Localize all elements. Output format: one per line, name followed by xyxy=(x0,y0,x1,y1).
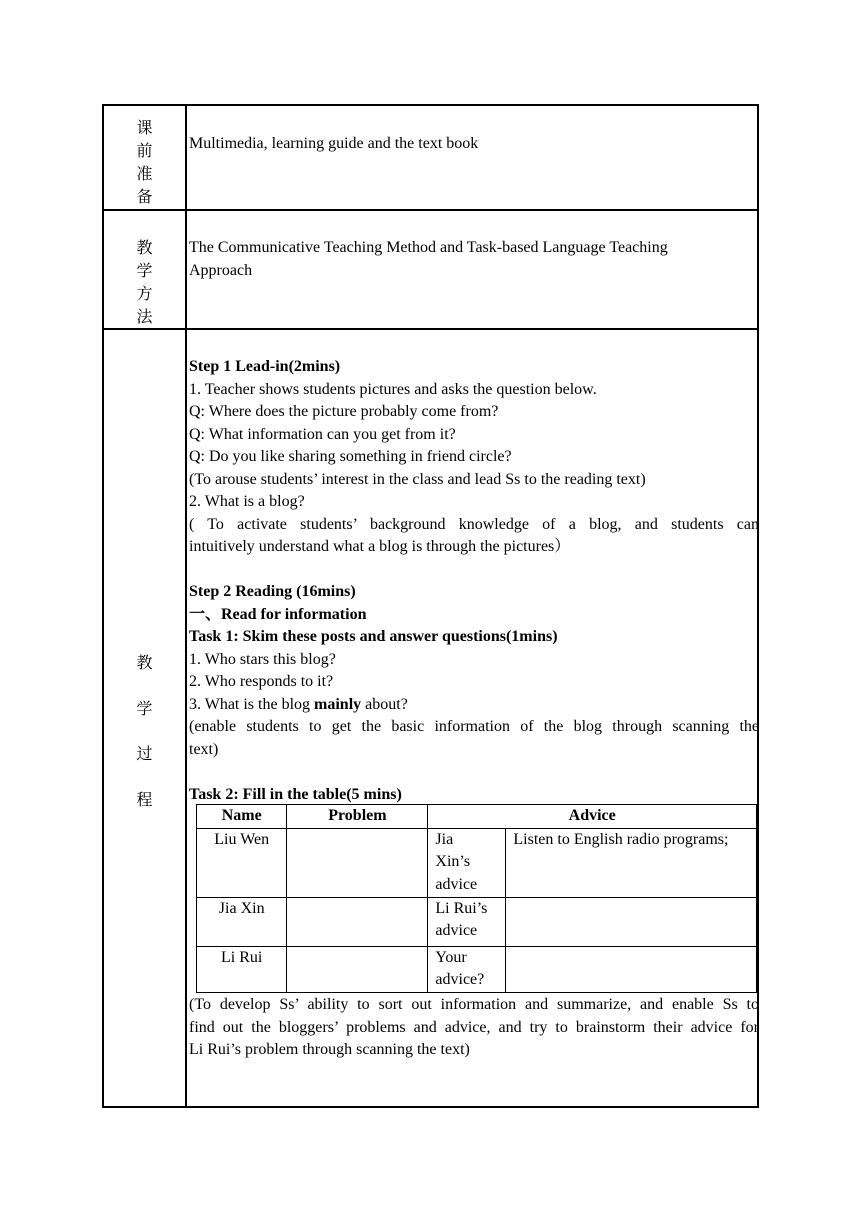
label-char: 前 xyxy=(136,141,153,160)
advice-label-line: Xin’s xyxy=(435,853,471,870)
row-label-preparation xyxy=(104,116,185,208)
header-advice: Advice xyxy=(428,805,757,829)
step1-line: Q: Where does the picture probably come from? xyxy=(189,403,499,420)
advice-cell[interactable]: Listen to English radio programs; xyxy=(506,828,757,897)
label-char: 法 xyxy=(136,307,153,326)
task2-note xyxy=(189,994,759,1062)
table-row xyxy=(197,828,757,897)
name-cell: Li Rui xyxy=(197,946,287,992)
label-char: 学 xyxy=(136,698,153,718)
task1-question: 2. Who responds to it? xyxy=(189,673,334,690)
step1-note: ( To activate students’ background knowledge of a blog, and students can xyxy=(189,515,759,533)
header-name: Name xyxy=(197,805,287,829)
problem-cell[interactable] xyxy=(287,946,428,992)
task2-note-line: (To develop Ss’ ability to sort out information and summarize, and enable Ss to xyxy=(189,996,759,1013)
method-line: Approach xyxy=(189,261,253,279)
label-char: 教 xyxy=(136,238,153,257)
task1-title: Task 1: Skim these posts and answer questions(1mins) xyxy=(189,628,558,645)
advice-label-line: Your xyxy=(435,948,467,966)
question-emphasis: mainly xyxy=(314,695,362,713)
advice-label-line: Jia xyxy=(435,830,454,848)
method-line: The Communicative Teaching Method and Task-based Language Teaching xyxy=(189,239,668,256)
row-divider xyxy=(104,328,757,330)
name-cell: Liu Wen xyxy=(197,828,287,897)
problem-cell[interactable] xyxy=(287,897,428,946)
row-divider xyxy=(104,209,757,211)
label-char: 准 xyxy=(136,164,153,183)
advice-label-line: advice? xyxy=(435,971,485,988)
row-label-teaching-method xyxy=(104,236,185,328)
problem-cell[interactable] xyxy=(287,828,428,897)
lesson-plan-table xyxy=(102,104,759,1108)
row-label-teaching-process xyxy=(104,640,185,822)
label-char: 程 xyxy=(136,789,153,809)
step2-title: Step 2 Reading (16mins) xyxy=(189,583,356,600)
label-char: 备 xyxy=(136,187,153,206)
advice-label-cell xyxy=(428,828,506,897)
label-char: 教 xyxy=(136,653,153,672)
step1-line: 1. Teacher shows students pictures and asks the question below. xyxy=(189,380,597,398)
table-header-row xyxy=(197,805,757,829)
advice-label-line: Li Rui’s xyxy=(435,899,488,917)
task1-note: text) xyxy=(189,740,219,758)
column-divider xyxy=(185,106,187,1106)
step1-note: intuitively understand what a blog is through the pictures） xyxy=(189,538,571,555)
advice-label-line: advice xyxy=(435,875,478,893)
label-char: 课 xyxy=(136,118,153,137)
preparation-content xyxy=(189,133,759,156)
step1-line: Q: Do you like sharing something in friend circle? xyxy=(189,448,512,465)
advice-label-cell xyxy=(428,946,506,992)
label-char: 学 xyxy=(136,261,153,280)
teaching-method-content xyxy=(189,237,759,282)
advice-label-cell xyxy=(428,897,506,946)
task1-question xyxy=(189,694,759,717)
task2-note-line: Li Rui’s problem through scanning the text) xyxy=(189,1041,470,1058)
step1-line: (To arouse students’ interest in the class and lead Ss to the reading text) xyxy=(189,470,646,488)
step1-line: Q: What information can you get from it? xyxy=(189,425,456,443)
advice-cell[interactable] xyxy=(506,946,757,992)
step1-title: Step 1 Lead-in(2mins) xyxy=(189,358,341,375)
teaching-process-content xyxy=(189,356,759,806)
question-text: 3. What is the blog xyxy=(189,695,315,713)
advice-cell[interactable] xyxy=(506,897,757,946)
step1-line: 2. What is a blog? xyxy=(189,493,305,510)
task2-note-line: find out the bloggers’ problems and advice, and try to brainstorm their advice for xyxy=(189,1018,759,1036)
label-char: 方 xyxy=(136,284,153,303)
task1-question: 1. Who stars this blog? xyxy=(189,650,336,668)
advice-label-line: advice xyxy=(435,922,478,939)
section-title: 一、Read for information xyxy=(189,605,367,623)
fill-in-table xyxy=(196,804,757,993)
header-problem: Problem xyxy=(287,805,428,829)
label-char: 过 xyxy=(136,744,153,763)
preparation-text: Multimedia, learning guide and the text book xyxy=(189,135,479,152)
question-text: about? xyxy=(361,695,408,713)
task1-note: (enable students to get the basic information of the blog through scanning the xyxy=(189,718,759,735)
table-row xyxy=(197,897,757,946)
name-cell: Jia Xin xyxy=(197,897,287,946)
table-row xyxy=(197,946,757,992)
task2-title: Task 2: Fill in the table(5 mins) xyxy=(189,785,402,803)
